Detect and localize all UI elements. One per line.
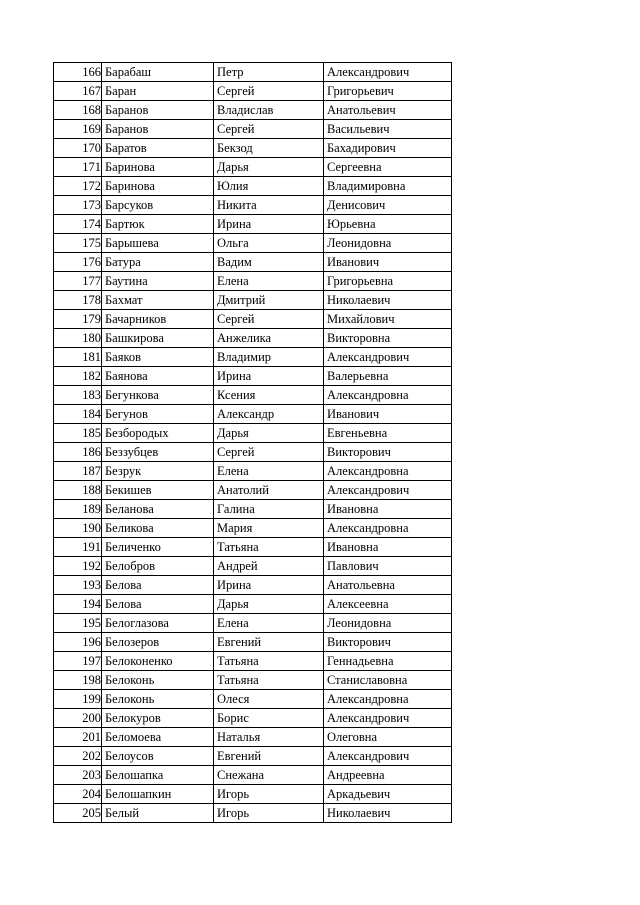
last-name-cell: Беззубцев — [102, 443, 214, 462]
row-number-cell: 181 — [54, 348, 102, 367]
table-row — [54, 405, 452, 424]
first-name-cell: Сергей — [214, 443, 324, 462]
last-name-cell: Баринова — [102, 158, 214, 177]
row-number-cell: 198 — [54, 671, 102, 690]
first-name-cell: Андрей — [214, 557, 324, 576]
row-number-cell: 188 — [54, 481, 102, 500]
table-row — [54, 82, 452, 101]
row-number-cell: 176 — [54, 253, 102, 272]
patronymic-cell: Иванович — [324, 405, 452, 424]
first-name-cell: Елена — [214, 272, 324, 291]
first-name-cell: Татьяна — [214, 671, 324, 690]
first-name-cell: Ольга — [214, 234, 324, 253]
row-number-cell: 180 — [54, 329, 102, 348]
first-name-cell: Мария — [214, 519, 324, 538]
first-name-cell: Игорь — [214, 804, 324, 823]
row-number-cell: 175 — [54, 234, 102, 253]
first-name-cell: Снежана — [214, 766, 324, 785]
last-name-cell: Баяков — [102, 348, 214, 367]
row-number-cell: 193 — [54, 576, 102, 595]
table-row — [54, 63, 452, 82]
table-row — [54, 158, 452, 177]
row-number-cell: 179 — [54, 310, 102, 329]
last-name-cell: Безбородых — [102, 424, 214, 443]
row-number-cell: 166 — [54, 63, 102, 82]
row-number-cell: 177 — [54, 272, 102, 291]
last-name-cell: Барабаш — [102, 63, 214, 82]
last-name-cell: Бегункова — [102, 386, 214, 405]
first-name-cell: Сергей — [214, 310, 324, 329]
last-name-cell: Белоконь — [102, 690, 214, 709]
first-name-cell: Анжелика — [214, 329, 324, 348]
patronymic-cell: Геннадьевна — [324, 652, 452, 671]
first-name-cell: Дарья — [214, 158, 324, 177]
patronymic-cell: Викторович — [324, 633, 452, 652]
first-name-cell: Дарья — [214, 595, 324, 614]
row-number-cell: 172 — [54, 177, 102, 196]
first-name-cell: Татьяна — [214, 652, 324, 671]
patronymic-cell: Николаевич — [324, 291, 452, 310]
table-row — [54, 177, 452, 196]
first-name-cell: Сергей — [214, 120, 324, 139]
name-list-body — [54, 63, 452, 823]
patronymic-cell: Александрович — [324, 63, 452, 82]
table-row — [54, 500, 452, 519]
row-number-cell: 178 — [54, 291, 102, 310]
last-name-cell: Беличенко — [102, 538, 214, 557]
first-name-cell: Сергей — [214, 82, 324, 101]
row-number-cell: 170 — [54, 139, 102, 158]
patronymic-cell: Леонидовна — [324, 614, 452, 633]
patronymic-cell: Александрович — [324, 709, 452, 728]
last-name-cell: Баранов — [102, 101, 214, 120]
first-name-cell: Евгений — [214, 747, 324, 766]
row-number-cell: 186 — [54, 443, 102, 462]
table-row — [54, 804, 452, 823]
row-number-cell: 196 — [54, 633, 102, 652]
row-number-cell: 199 — [54, 690, 102, 709]
last-name-cell: Белоконь — [102, 671, 214, 690]
table-row — [54, 747, 452, 766]
last-name-cell: Беломоева — [102, 728, 214, 747]
patronymic-cell: Олеговна — [324, 728, 452, 747]
row-number-cell: 192 — [54, 557, 102, 576]
last-name-cell: Белый — [102, 804, 214, 823]
last-name-cell: Белоконенко — [102, 652, 214, 671]
first-name-cell: Игорь — [214, 785, 324, 804]
row-number-cell: 187 — [54, 462, 102, 481]
patronymic-cell: Анатольевна — [324, 576, 452, 595]
patronymic-cell: Аркадьевич — [324, 785, 452, 804]
patronymic-cell: Александровна — [324, 690, 452, 709]
patronymic-cell: Васильевич — [324, 120, 452, 139]
patronymic-cell: Михайлович — [324, 310, 452, 329]
table-row — [54, 234, 452, 253]
table-row — [54, 139, 452, 158]
row-number-cell: 191 — [54, 538, 102, 557]
first-name-cell: Ксения — [214, 386, 324, 405]
table-row — [54, 253, 452, 272]
last-name-cell: Белоусов — [102, 747, 214, 766]
last-name-cell: Белошапкин — [102, 785, 214, 804]
patronymic-cell: Ивановна — [324, 500, 452, 519]
first-name-cell: Дарья — [214, 424, 324, 443]
table-row — [54, 291, 452, 310]
first-name-cell: Олеся — [214, 690, 324, 709]
table-row — [54, 519, 452, 538]
table-row — [54, 329, 452, 348]
row-number-cell: 173 — [54, 196, 102, 215]
row-number-cell: 190 — [54, 519, 102, 538]
last-name-cell: Бекишев — [102, 481, 214, 500]
first-name-cell: Борис — [214, 709, 324, 728]
last-name-cell: Белокуров — [102, 709, 214, 728]
row-number-cell: 185 — [54, 424, 102, 443]
last-name-cell: Белобров — [102, 557, 214, 576]
first-name-cell: Владислав — [214, 101, 324, 120]
table-row — [54, 614, 452, 633]
table-row — [54, 538, 452, 557]
table-row — [54, 766, 452, 785]
table-row — [54, 709, 452, 728]
patronymic-cell: Сергеевна — [324, 158, 452, 177]
patronymic-cell: Викторовна — [324, 329, 452, 348]
last-name-cell: Бартюк — [102, 215, 214, 234]
patronymic-cell: Леонидовна — [324, 234, 452, 253]
patronymic-cell: Андреевна — [324, 766, 452, 785]
patronymic-cell: Викторович — [324, 443, 452, 462]
last-name-cell: Баянова — [102, 367, 214, 386]
last-name-cell: Белозеров — [102, 633, 214, 652]
last-name-cell: Баран — [102, 82, 214, 101]
patronymic-cell: Иванович — [324, 253, 452, 272]
patronymic-cell: Александрович — [324, 348, 452, 367]
last-name-cell: Батура — [102, 253, 214, 272]
table-row — [54, 690, 452, 709]
row-number-cell: 200 — [54, 709, 102, 728]
table-row — [54, 120, 452, 139]
first-name-cell: Галина — [214, 500, 324, 519]
patronymic-cell: Александровна — [324, 462, 452, 481]
patronymic-cell: Александровна — [324, 386, 452, 405]
first-name-cell: Вадим — [214, 253, 324, 272]
row-number-cell: 168 — [54, 101, 102, 120]
row-number-cell: 182 — [54, 367, 102, 386]
table-row — [54, 481, 452, 500]
first-name-cell: Ирина — [214, 367, 324, 386]
first-name-cell: Татьяна — [214, 538, 324, 557]
row-number-cell: 202 — [54, 747, 102, 766]
row-number-cell: 195 — [54, 614, 102, 633]
patronymic-cell: Юрьевна — [324, 215, 452, 234]
name-list-table — [53, 62, 452, 823]
last-name-cell: Бегунов — [102, 405, 214, 424]
patronymic-cell: Александровна — [324, 519, 452, 538]
last-name-cell: Белошапка — [102, 766, 214, 785]
table-row — [54, 215, 452, 234]
patronymic-cell: Ивановна — [324, 538, 452, 557]
patronymic-cell: Александрович — [324, 747, 452, 766]
last-name-cell: Бахмат — [102, 291, 214, 310]
first-name-cell: Владимир — [214, 348, 324, 367]
first-name-cell: Петр — [214, 63, 324, 82]
last-name-cell: Баранов — [102, 120, 214, 139]
last-name-cell: Беликова — [102, 519, 214, 538]
row-number-cell: 183 — [54, 386, 102, 405]
first-name-cell: Елена — [214, 614, 324, 633]
table-row — [54, 348, 452, 367]
patronymic-cell: Александрович — [324, 481, 452, 500]
patronymic-cell: Денисович — [324, 196, 452, 215]
table-row — [54, 386, 452, 405]
table-row — [54, 310, 452, 329]
table-row — [54, 633, 452, 652]
row-number-cell: 205 — [54, 804, 102, 823]
row-number-cell: 197 — [54, 652, 102, 671]
last-name-cell: Баринова — [102, 177, 214, 196]
row-number-cell: 204 — [54, 785, 102, 804]
patronymic-cell: Владимировна — [324, 177, 452, 196]
table-row — [54, 462, 452, 481]
first-name-cell: Елена — [214, 462, 324, 481]
last-name-cell: Бачарников — [102, 310, 214, 329]
table-row — [54, 652, 452, 671]
table-row — [54, 671, 452, 690]
table-row — [54, 728, 452, 747]
row-number-cell: 167 — [54, 82, 102, 101]
row-number-cell: 174 — [54, 215, 102, 234]
patronymic-cell: Станиславовна — [324, 671, 452, 690]
table-row — [54, 424, 452, 443]
first-name-cell: Дмитрий — [214, 291, 324, 310]
first-name-cell: Ирина — [214, 215, 324, 234]
table-row — [54, 367, 452, 386]
last-name-cell: Безрук — [102, 462, 214, 481]
table-row — [54, 595, 452, 614]
last-name-cell: Баутина — [102, 272, 214, 291]
row-number-cell: 184 — [54, 405, 102, 424]
first-name-cell: Анатолий — [214, 481, 324, 500]
row-number-cell: 169 — [54, 120, 102, 139]
table-row — [54, 101, 452, 120]
last-name-cell: Белоглазова — [102, 614, 214, 633]
last-name-cell: Беланова — [102, 500, 214, 519]
table-row — [54, 272, 452, 291]
first-name-cell: Бекзод — [214, 139, 324, 158]
patronymic-cell: Николаевич — [324, 804, 452, 823]
row-number-cell: 201 — [54, 728, 102, 747]
last-name-cell: Барсуков — [102, 196, 214, 215]
last-name-cell: Белова — [102, 576, 214, 595]
patronymic-cell: Алексеевна — [324, 595, 452, 614]
patronymic-cell: Григорьевич — [324, 82, 452, 101]
first-name-cell: Наталья — [214, 728, 324, 747]
patronymic-cell: Павлович — [324, 557, 452, 576]
patronymic-cell: Григорьевна — [324, 272, 452, 291]
last-name-cell: Белова — [102, 595, 214, 614]
table-row — [54, 576, 452, 595]
row-number-cell: 189 — [54, 500, 102, 519]
first-name-cell: Александр — [214, 405, 324, 424]
patronymic-cell: Валерьевна — [324, 367, 452, 386]
table-row — [54, 443, 452, 462]
last-name-cell: Баратов — [102, 139, 214, 158]
row-number-cell: 194 — [54, 595, 102, 614]
table-row — [54, 196, 452, 215]
first-name-cell: Ирина — [214, 576, 324, 595]
first-name-cell: Юлия — [214, 177, 324, 196]
table-row — [54, 557, 452, 576]
first-name-cell: Никита — [214, 196, 324, 215]
patronymic-cell: Евгеньевна — [324, 424, 452, 443]
last-name-cell: Барышева — [102, 234, 214, 253]
patronymic-cell: Анатольевич — [324, 101, 452, 120]
table-row — [54, 785, 452, 804]
row-number-cell: 203 — [54, 766, 102, 785]
patronymic-cell: Бахадирович — [324, 139, 452, 158]
first-name-cell: Евгений — [214, 633, 324, 652]
row-number-cell: 171 — [54, 158, 102, 177]
last-name-cell: Башкирова — [102, 329, 214, 348]
